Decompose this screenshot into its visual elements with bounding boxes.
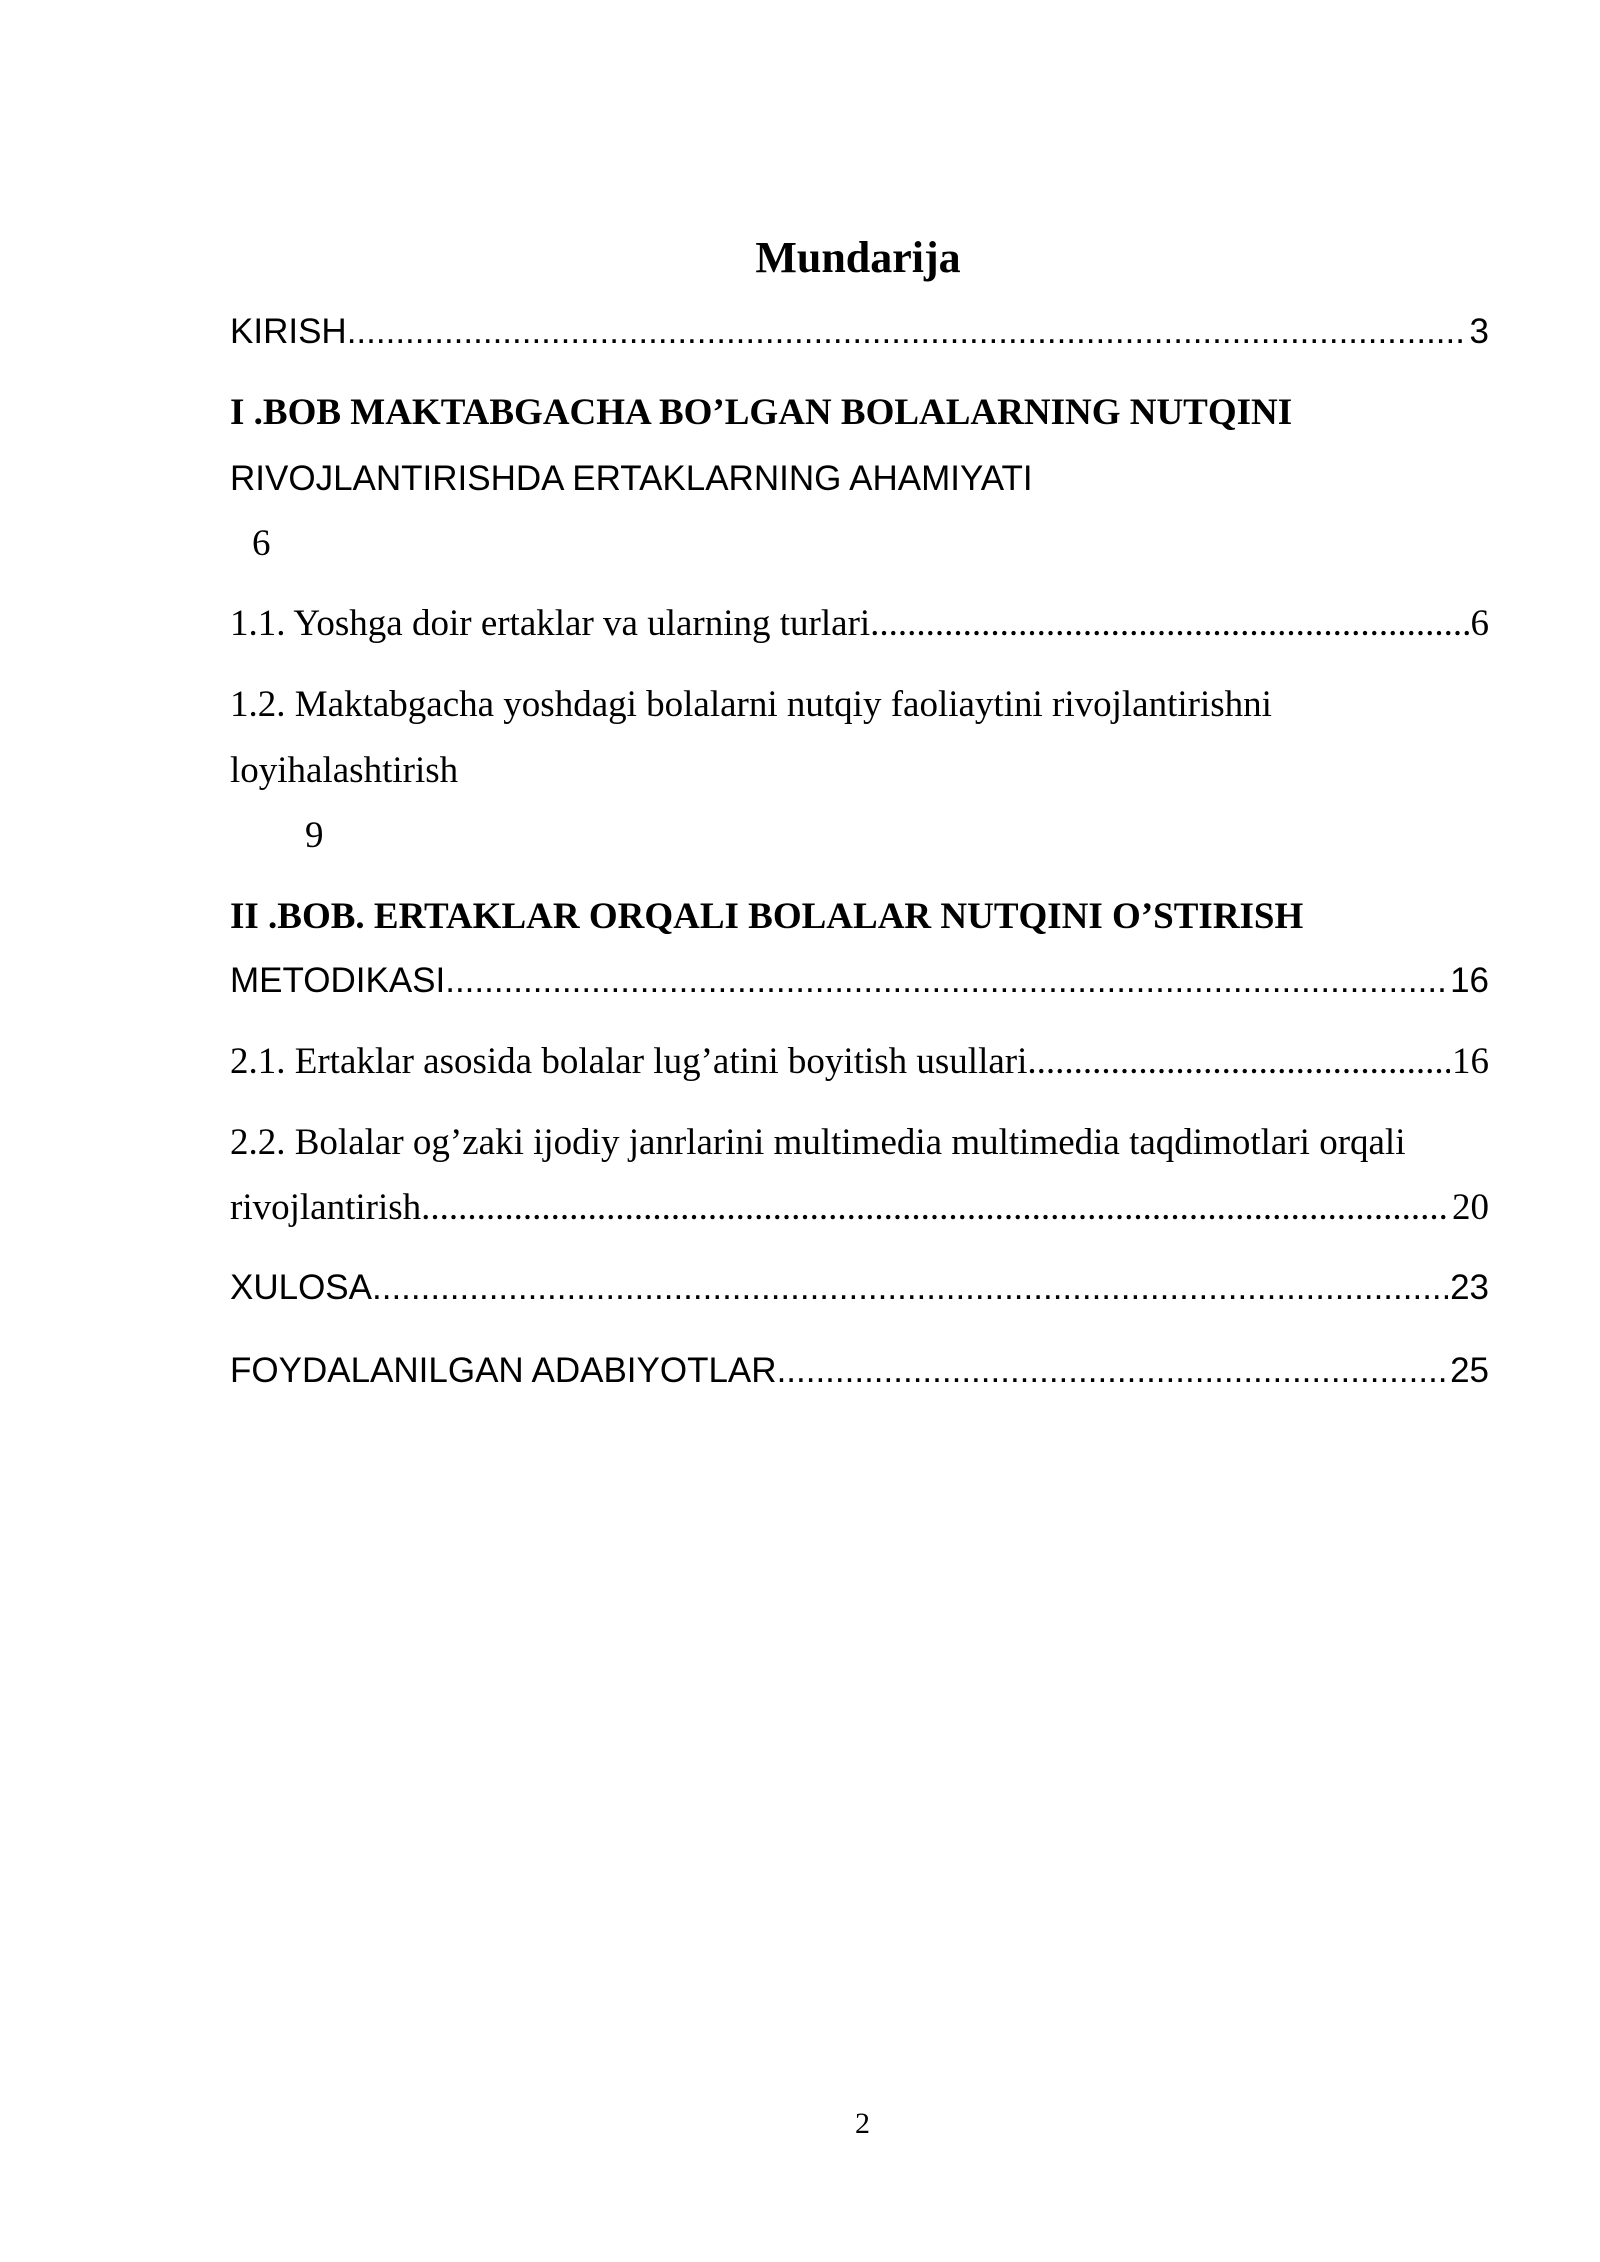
toc-entry-1-1 (230, 598, 1489, 650)
toc-entry-kirish (230, 306, 1489, 358)
toc-page-number: 16 (1452, 1041, 1489, 1082)
dot-leader (347, 306, 1468, 358)
dot-leader (421, 1182, 1450, 1234)
toc-chapter-2-entry (230, 955, 1489, 1007)
toc-page-number: 6 (252, 523, 271, 564)
toc-page-number: 6 (1470, 603, 1489, 644)
toc-page-number: 3 (1469, 312, 1489, 351)
toc-entry-text: KIRISH (230, 312, 347, 351)
toc-entry-text: rivojlantirish (230, 1187, 422, 1228)
toc-entry-text: FOYDALANILGAN ADABIYOTLAR (230, 1351, 777, 1390)
toc-entry-text: METODIKASI (230, 961, 446, 1000)
dot-leader (445, 955, 1448, 1007)
toc-page-number: 16 (1450, 961, 1489, 1000)
toc-page-number: 9 (305, 815, 324, 856)
toc-entry-1-2-line-2: loyihalashtirish (230, 750, 459, 791)
dot-leader (777, 1345, 1449, 1397)
toc-entry-adabiyotlar (230, 1345, 1489, 1397)
toc-entry-text: 2.1. Ertaklar asosida bolalar lug’atini boyitish usullari (230, 1041, 1028, 1082)
toc-page-number: 23 (1450, 1268, 1489, 1307)
toc-entry-2-1 (230, 1036, 1489, 1088)
toc-chapter-2-heading: II .BOB. ERTAKLAR ORQALI BOLALAR NUTQINI O’STIRISH (230, 896, 1304, 937)
toc-entry-2-2-line-1: 2.2. Bolalar og’zaki ijodiy janrlarini multimedia multimedia taqdimotlari orqali (230, 1122, 1406, 1163)
page-number: 2 (855, 2107, 870, 2140)
toc-entry-2-2-line-2 (230, 1182, 1489, 1234)
toc-entry-text: 1.1. Yoshga doir ertaklar va ularning turlari (230, 603, 871, 644)
dot-leader (870, 598, 1468, 650)
toc-page-number: 20 (1452, 1187, 1489, 1228)
toc-entry-xulosa (230, 1262, 1489, 1314)
dot-leader (372, 1262, 1448, 1314)
toc-entry-1-2-line-1: 1.2. Maktabgacha yoshdagi bolalarni nutqiy faoliaytini rivojlantirishni (230, 684, 1272, 725)
toc-chapter-1-subheading: RIVOJLANTIRISHDA ERTAKLARNING AHAMIYATI (230, 459, 1033, 498)
toc-entry-text: XULOSA (230, 1268, 372, 1307)
page-title: Mundarija (755, 233, 961, 282)
toc-page-number: 25 (1450, 1351, 1489, 1390)
dot-leader (1027, 1036, 1450, 1088)
toc-chapter-1-heading: I .BOB MAKTABGACHA BO’LGAN BOLALARNING NUTQINI (230, 392, 1293, 433)
